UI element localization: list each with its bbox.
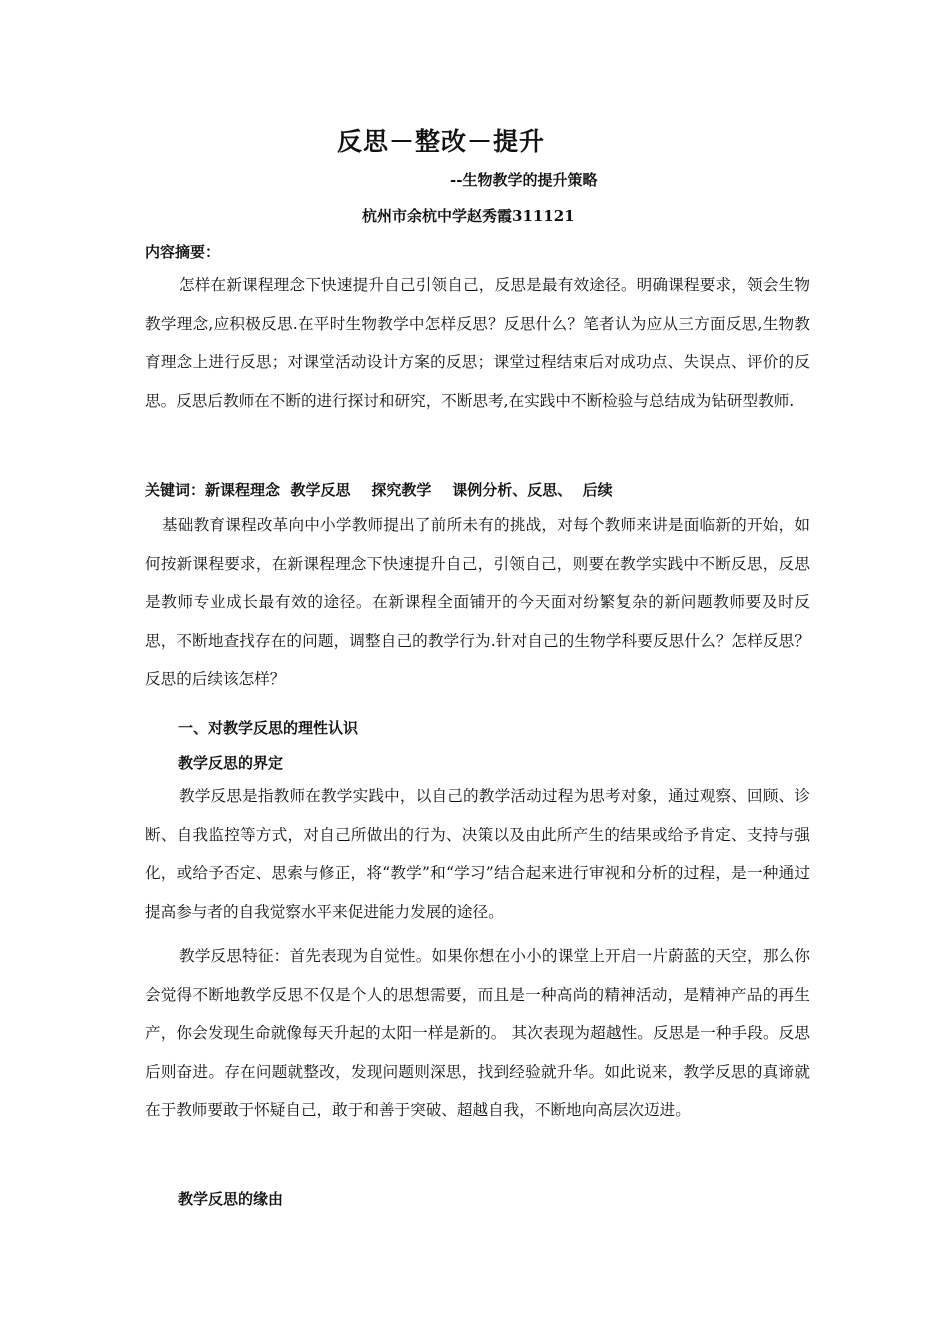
definition-paragraph: 教学反思是指教师在教学实践中，以自己的教学活动过程为思考对象，通过观察、回顾、诊断、自我监控等方式，对自己所做出的行为、决策以及由此所产生的结果或给予肯定、支持与强化，或给予否定、思索与修正，将“教学”和“学习”结合起来进行审视和分析的过程，是一种通过提高参与者的自我觉察水平来促进能力发展的途径。 (145, 787, 810, 921)
subsection-heading-definition: 教学反思的界定 (178, 754, 284, 772)
section-heading-1: 一、对教学反思的理性认识 (178, 719, 359, 737)
document-title: 反思－整改－提升 (337, 127, 546, 156)
features-paragraph: 教学反思特征：首先表现为自觉性。如果你想在小小的课堂上开启一片蔚蓝的天空，那么你会觉得不断地教学反思不仅是个人的思想需要，而且是一种高尚的精神活动，是精神产品的再生产，你会发现生命就像每天升起的太阳一样是新的。 其次表现为超越性。反思是一种手段。反思后则奋进。存在问题就整改，发现问题则深思，找到经验就升华。如此说来，教学反思的真谛就在于教师要敢于怀疑自己，敢于和善于突破、超越自我，不断地向高层次迈进。 (145, 947, 810, 1120)
abstract-label: 内容摘要： (145, 243, 221, 261)
intro-paragraph: 基础教育课程改革向中小学教师提出了前所未有的挑战，对每个教师来讲是面临新的开始，如何按新课程要求，在新课程理念下快速提升自己，引领自己，则要在教学实践中不断反思，反思是教师专业成长最有效的途径。在新课程全面铺开的今天面对纷繁复杂的新问题教师要及时反思，不断地查找存在的问题，调整自己的教学行为.针对自己的生物学科要反思什么？怎样反思？反思的后续该怎样？ (145, 516, 810, 689)
keywords-line: 关键词：新课程理念 教学反思 探究教学 课例分析、反思、 后续 (145, 481, 613, 499)
document-subtitle: --生物教学的提升策略 (450, 171, 598, 189)
abstract-paragraph: 怎样在新课程理念下快速提升自己引领自己，反思是最有效途径。明确课程要求，领会生物教学理念,应积极反思.在平时生物教学中怎样反思？反思什么？笔者认为应从三方面反思,生物教育理念上进行反思；对课堂活动设计方案的反思；课堂过程结束后对成功点、失误点、评价的反思。反思后教师在不断的进行探讨和研究，不断思考,在实践中不断检验与总结成为钻研型教师. (145, 276, 810, 410)
subsection-heading-origin: 教学反思的缘由 (178, 1190, 284, 1208)
author-line: 杭州市余杭中学赵秀霞311121 (362, 207, 575, 225)
